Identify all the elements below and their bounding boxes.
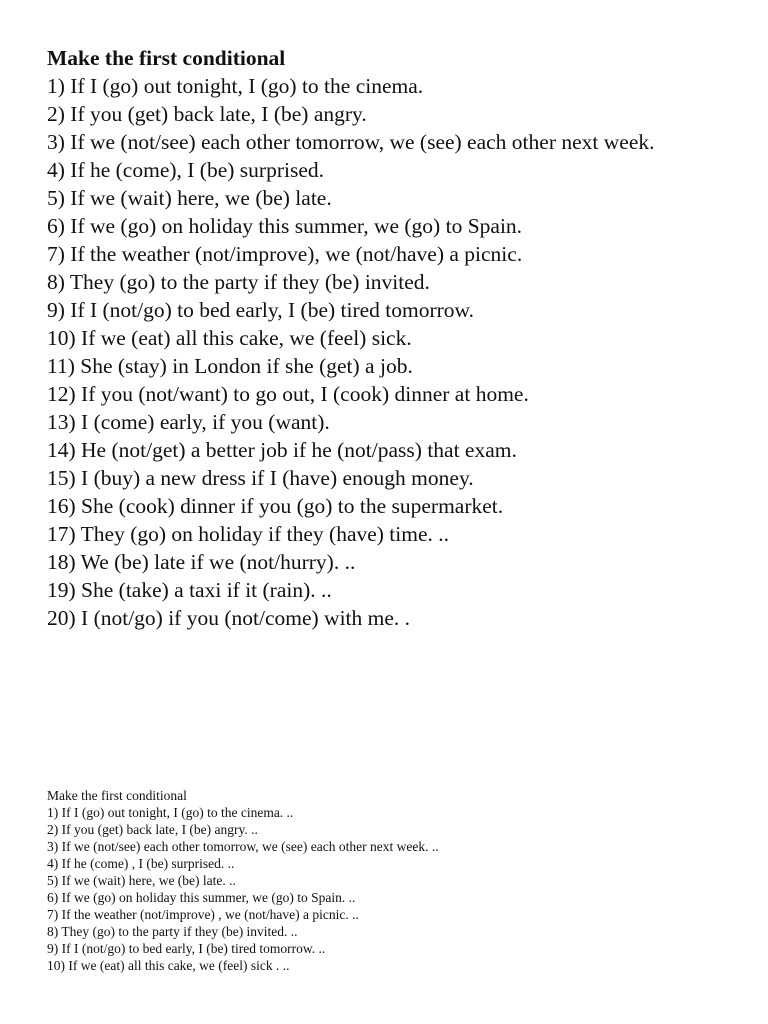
exercise-item: 20) I (not/go) if you (not/come) with me. . bbox=[47, 606, 411, 630]
exercise-item: 6) If we (go) on holiday this summer, we (go) to Spain. bbox=[47, 214, 523, 238]
exercise-item: 11) She (stay) in London if she (get) a job. bbox=[47, 354, 413, 378]
page-title: Make the first conditional bbox=[47, 46, 286, 70]
exercise-item: 5) If we (wait) here, we (be) late. bbox=[47, 186, 332, 210]
mini-exercise-item: 1) If I (go) out tonight, I (go) to the cinema. .. bbox=[47, 805, 294, 820]
exercise-item: 15) I (buy) a new dress if I (have) enough money. bbox=[47, 466, 474, 490]
exercise-list bbox=[47, 72, 737, 632]
mini-exercise-item: 4) If he (come) , I (be) surprised. .. bbox=[47, 856, 235, 871]
mini-exercise-item: 2) If you (get) back late, I (be) angry. .. bbox=[47, 822, 258, 837]
mini-title: Make the first conditional bbox=[47, 788, 187, 803]
exercise-item: 3) If we (not/see) each other tomorrow, we (see) each other next week. bbox=[47, 130, 655, 154]
exercise-item: 10) If we (eat) all this cake, we (feel) sick. bbox=[47, 326, 412, 350]
mini-exercise-item: 3) If we (not/see) each other tomorrow, we (see) each other next week. .. bbox=[47, 839, 439, 854]
exercise-item: 13) I (come) early, if you (want). bbox=[47, 410, 330, 434]
mini-exercise-item: 7) If the weather (not/improve) , we (not/have) a picnic. .. bbox=[47, 907, 359, 922]
mini-exercise-list bbox=[47, 804, 647, 974]
exercise-item: 4) If he (come), I (be) surprised. bbox=[47, 158, 324, 182]
exercise-item: 19) She (take) a taxi if it (rain). .. bbox=[47, 578, 332, 602]
exercise-item: 1) If I (go) out tonight, I (go) to the cinema. bbox=[47, 74, 424, 98]
mini-exercise-item: 6) If we (go) on holiday this summer, we (go) to Spain. .. bbox=[47, 890, 356, 905]
exercise-item: 7) If the weather (not/improve), we (not/have) a picnic. bbox=[47, 242, 523, 266]
exercise-item: 18) We (be) late if we (not/hurry). .. bbox=[47, 550, 356, 574]
main-exercise bbox=[47, 44, 737, 632]
mini-exercise-item: 10) If we (eat) all this cake, we (feel) sick . .. bbox=[47, 958, 290, 973]
exercise-item: 16) She (cook) dinner if you (go) to the supermarket. bbox=[47, 494, 504, 518]
mini-exercise-item: 5) If we (wait) here, we (be) late. .. bbox=[47, 873, 236, 888]
mini-exercise bbox=[47, 787, 647, 974]
exercise-item: 2) If you (get) back late, I (be) angry. bbox=[47, 102, 367, 126]
exercise-item: 12) If you (not/want) to go out, I (cook) dinner at home. bbox=[47, 382, 529, 406]
exercise-item: 9) If I (not/go) to bed early, I (be) tired tomorrow. bbox=[47, 298, 475, 322]
exercise-item: 8) They (go) to the party if they (be) invited. bbox=[47, 270, 430, 294]
mini-exercise-item: 8) They (go) to the party if they (be) invited. .. bbox=[47, 924, 298, 939]
exercise-item: 17) They (go) on holiday if they (have) time. .. bbox=[47, 522, 450, 546]
mini-exercise-item: 9) If I (not/go) to bed early, I (be) tired tomorrow. .. bbox=[47, 941, 326, 956]
exercise-item: 14) He (not/get) a better job if he (not/pass) that exam. bbox=[47, 438, 517, 462]
